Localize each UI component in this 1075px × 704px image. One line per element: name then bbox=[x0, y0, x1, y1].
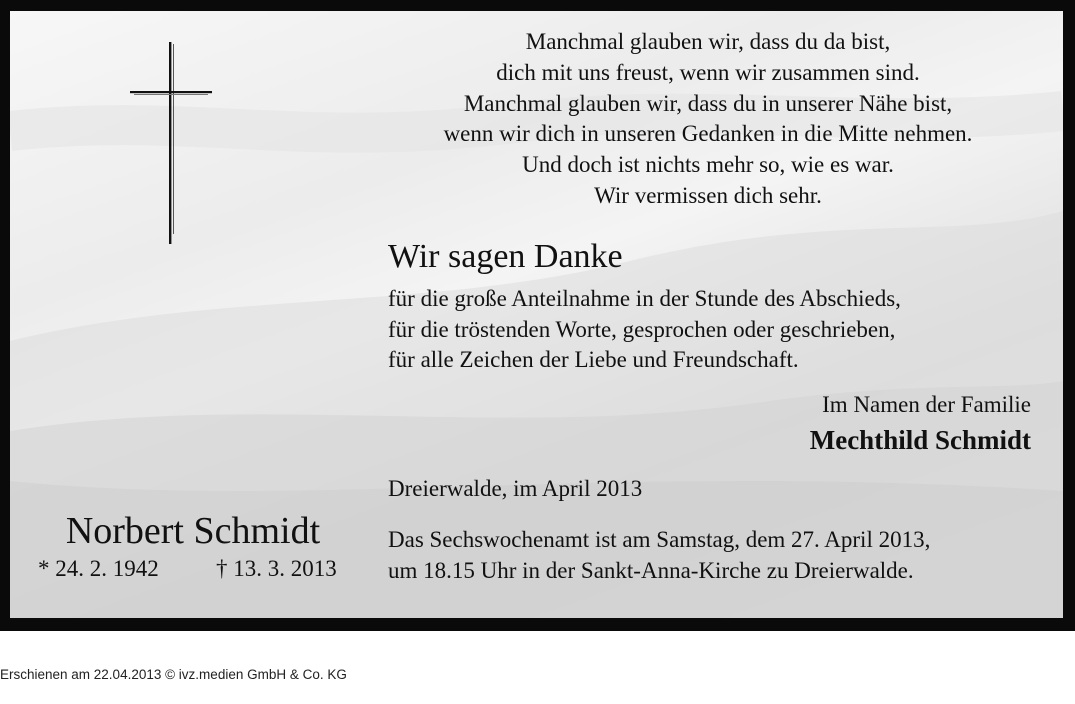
cross-icon bbox=[130, 42, 214, 246]
service-notice bbox=[388, 524, 930, 586]
death-date: † 13. 3. 2013 bbox=[216, 556, 337, 581]
notice-panel bbox=[10, 11, 1063, 618]
publication-credit: Erschienen am 22.04.2013 © ivz.medien GmbH & Co. KG bbox=[0, 667, 347, 682]
thanks-text bbox=[388, 284, 901, 376]
poem-line: Und doch ist nichts mehr so, wie es war. bbox=[522, 152, 894, 178]
poem-line: wenn wir dich in unseren Gedanken in die Mitte nehmen. bbox=[443, 121, 973, 147]
poem-line: Wir vermissen dich sehr. bbox=[594, 182, 822, 208]
thanks-heading: Wir sagen Danke bbox=[388, 238, 623, 275]
signature-name: Mechthild Schmidt bbox=[809, 425, 1031, 455]
service-notice-line: um 18.15 Uhr in der Sankt-Anna-Kirche zu Dreierwalde. bbox=[388, 558, 914, 583]
place-date: Dreierwalde, im April 2013 bbox=[388, 476, 643, 501]
signature-intro: Im Namen der Familie bbox=[822, 392, 1031, 417]
poem bbox=[388, 27, 1028, 212]
thanks-line: für die große Anteilnahme in der Stunde des Abschieds, bbox=[388, 286, 901, 311]
poem-line: dich mit uns freust, wenn wir zusammen sind. bbox=[496, 59, 920, 85]
deceased-name: Norbert Schmidt bbox=[65, 510, 321, 552]
thanks-line: für die tröstenden Worte, gesprochen oder geschrieben, bbox=[388, 316, 896, 342]
thanks-line: für alle Zeichen der Liebe und Freundschaft. bbox=[388, 347, 799, 372]
service-notice-line: Das Sechswochenamt ist am Samstag, dem 27. April 2013, bbox=[388, 527, 931, 552]
birth-date: * 24. 2. 1942 bbox=[38, 556, 159, 581]
poem-line: Manchmal glauben wir, dass du in unserer Nähe bist, bbox=[463, 90, 953, 116]
poem-line: Manchmal glauben wir, dass du da bist, bbox=[525, 29, 891, 54]
